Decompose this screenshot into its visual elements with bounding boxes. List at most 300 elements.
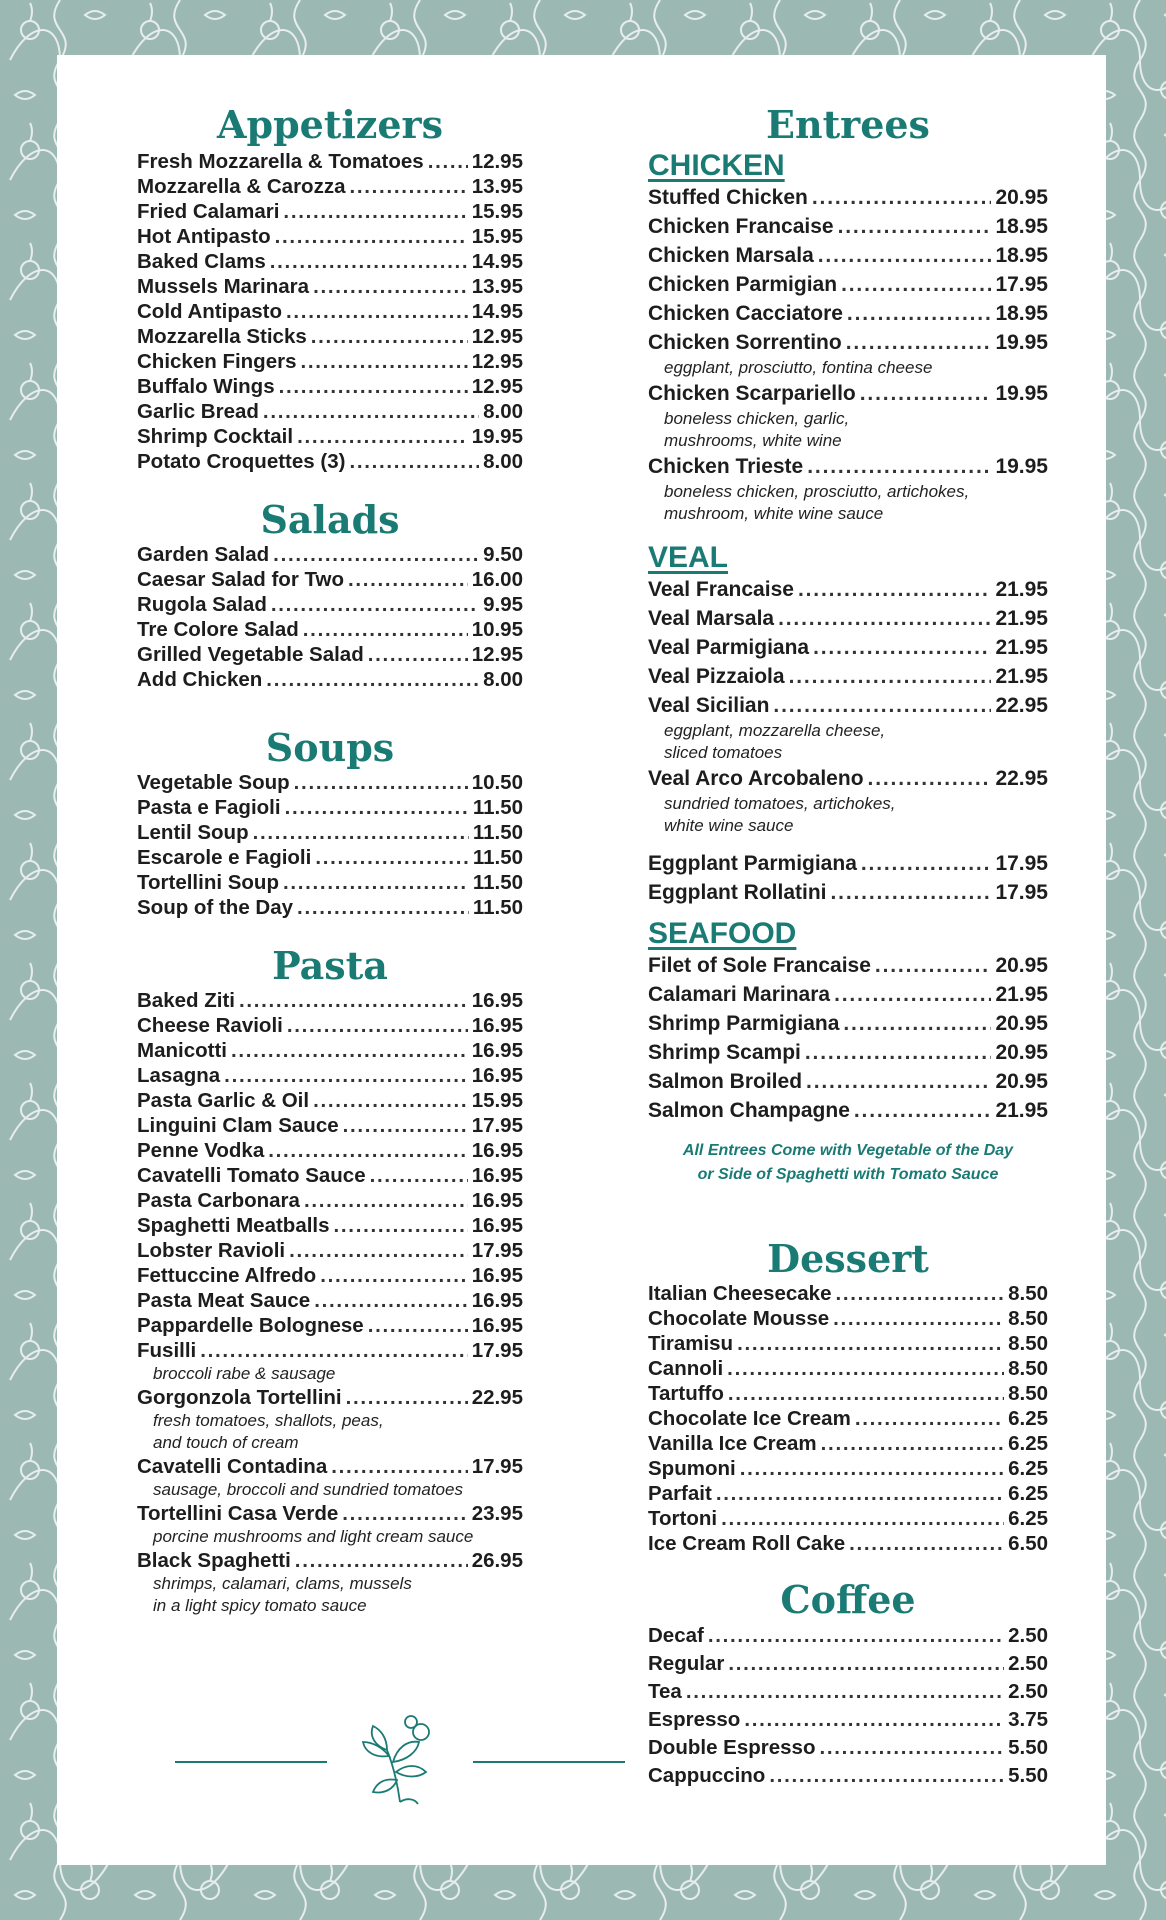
menu-item-price: 9.95: [483, 593, 523, 616]
menu-item-price: 16.95: [471, 1214, 523, 1237]
menu-item-row: [648, 1431, 1048, 1456]
menu-item-price: 20.95: [995, 186, 1048, 209]
menu-item-price: 17.95: [471, 1114, 523, 1137]
dot-leader: [295, 1548, 468, 1573]
dot-leader: [868, 764, 992, 793]
menu-item-name: Chicken Parmigian: [648, 273, 838, 296]
menu-item-price: 11.50: [472, 821, 523, 844]
dot-leader: [806, 1067, 991, 1096]
menu-item-name: Spumoni: [648, 1457, 736, 1480]
menu-item-row: [137, 174, 523, 199]
chicken-title: CHICKEN: [648, 149, 785, 182]
menu-item-name: Lentil Soup: [137, 821, 249, 844]
menu-item-price: 15.95: [471, 225, 523, 248]
menu-item-price: 16.95: [471, 1164, 523, 1187]
dot-leader: [778, 604, 991, 633]
dot-leader: [831, 878, 992, 907]
menu-item-row: [137, 1063, 523, 1088]
menu-item-price: 20.95: [995, 1041, 1048, 1064]
menu-item-row: [648, 1038, 1048, 1067]
menu-item-name: Soup of the Day: [137, 896, 294, 919]
menu-item-name: Baked Clams: [137, 250, 266, 273]
menu-item-name: Espresso: [648, 1708, 741, 1731]
menu-item-name: Cavatelli Tomato Sauce: [137, 1164, 366, 1187]
menu-item-price: 21.95: [995, 665, 1048, 688]
menu-item-name: Chocolate Ice Cream: [648, 1407, 851, 1430]
menu-item-price: 14.95: [471, 250, 523, 273]
menu-item-row: [648, 604, 1048, 633]
dot-leader: [301, 349, 468, 374]
menu-item-row: [137, 1501, 523, 1526]
dot-leader: [737, 1331, 1004, 1356]
menu-item-row: [648, 662, 1048, 691]
dot-leader: [838, 212, 992, 241]
menu-item-name: Baked Ziti: [137, 989, 235, 1012]
menu-item: [137, 1263, 523, 1288]
menu-item-price: 21.95: [995, 578, 1048, 601]
menu-item: [648, 1067, 1048, 1096]
dot-leader: [807, 452, 991, 481]
menu-item-row: [137, 399, 523, 424]
dot-leader: [728, 1381, 1004, 1406]
menu-item: [137, 795, 523, 820]
menu-item-name: Manicotti: [137, 1039, 227, 1062]
menu-item-name: Cheese Ravioli: [137, 1014, 283, 1037]
menu-item-name: Grilled Vegetable Salad: [137, 643, 364, 666]
dot-leader: [266, 667, 479, 692]
menu-item-row: [648, 1331, 1048, 1356]
dot-leader: [721, 1506, 1004, 1531]
menu-item-row: [648, 1734, 1048, 1762]
menu-item: [648, 1381, 1048, 1406]
menu-item-name: Tortoni: [648, 1507, 718, 1530]
dot-leader: [285, 795, 469, 820]
menu-item-price: 15.95: [471, 200, 523, 223]
menu-item-price: 8.00: [483, 400, 523, 423]
menu-item-name: Decaf: [648, 1624, 704, 1647]
menu-item-description: eggplant, mozzarella cheese,: [664, 721, 886, 740]
menu-item: [137, 1338, 523, 1385]
menu-item-description: and touch of cream: [153, 1433, 299, 1452]
menu-item: [648, 1456, 1048, 1481]
menu-item-row: [648, 1067, 1048, 1096]
eggplant-list: [648, 849, 1048, 907]
dot-leader: [835, 1281, 1004, 1306]
menu-item-price: 21.95: [995, 983, 1048, 1006]
dot-leader: [773, 691, 991, 720]
menu-item-name: Pasta Carbonara: [137, 1189, 300, 1212]
menu-item-name: Rugola Salad: [137, 593, 267, 616]
menu-item: [137, 349, 523, 374]
dot-leader: [270, 249, 468, 274]
left-column: [137, 55, 523, 1617]
menu-item-price: 16.00: [471, 568, 523, 591]
menu-card: [57, 55, 1106, 1865]
menu-item: [137, 1088, 523, 1113]
menu-item-row: [137, 1385, 523, 1410]
menu-item-row: [137, 274, 523, 299]
menu-item-name: Stuffed Chicken: [648, 186, 808, 209]
menu-item: [137, 1313, 523, 1338]
menu-item-price: 2.50: [1008, 1652, 1048, 1675]
menu-item-price: 10.95: [471, 618, 523, 641]
dot-leader: [311, 324, 468, 349]
menu-item-price: 17.95: [471, 1455, 523, 1478]
menu-item-row: [137, 349, 523, 374]
dot-leader: [348, 567, 468, 592]
dot-leader: [834, 980, 991, 1009]
menu-item-name: Italian Cheesecake: [648, 1282, 832, 1305]
menu-item-price: 23.95: [471, 1502, 523, 1525]
menu-item-name: Spaghetti Meatballs: [137, 1214, 330, 1237]
menu-item-name: Fusilli: [137, 1339, 197, 1362]
menu-item-description: mushroom, white wine sauce: [664, 504, 884, 523]
menu-item-row: [648, 1650, 1048, 1678]
menu-item: [648, 1650, 1048, 1678]
menu-item-row: [648, 1406, 1048, 1431]
menu-item-price: 16.95: [471, 1014, 523, 1037]
dot-leader: [812, 183, 992, 212]
menu-item: [648, 691, 1048, 764]
menu-item-name: Tortellini Soup: [137, 871, 279, 894]
dessert-list: [648, 1281, 1048, 1556]
menu-item-name: Eggplant Rollatini: [648, 881, 827, 904]
menu-item-price: 16.95: [471, 1039, 523, 1062]
menu-item-name: Tre Colore Salad: [137, 618, 299, 641]
dot-leader: [349, 449, 479, 474]
menu-item-price: 13.95: [471, 175, 523, 198]
dot-leader: [849, 1531, 1004, 1556]
menu-item-row: [648, 1706, 1048, 1734]
menu-item-price: 16.95: [471, 1289, 523, 1312]
menu-item-name: Buffalo Wings: [137, 375, 275, 398]
menu-item-price: 5.50: [1008, 1736, 1048, 1759]
entrees-note-line2: or Side of Spaghetti with Tomato Sauce: [697, 1166, 999, 1183]
menu-item-description: mushrooms, white wine: [664, 431, 842, 450]
dot-leader: [744, 1706, 1004, 1734]
menu-item: [137, 642, 523, 667]
menu-item: [137, 1454, 523, 1501]
menu-item-price: 6.25: [1008, 1432, 1048, 1455]
menu-item-row: [137, 895, 523, 920]
menu-item-row: [648, 1622, 1048, 1650]
menu-item-price: 8.00: [483, 668, 523, 691]
menu-item-row: [137, 324, 523, 349]
menu-item-description: boneless chicken, garlic,: [664, 409, 850, 428]
menu-item-price: 12.95: [471, 150, 523, 173]
menu-item-row: [648, 951, 1048, 980]
menu-item-name: Veal Marsala: [648, 607, 775, 630]
menu-item-row: [137, 1213, 523, 1238]
menu-item: [137, 149, 523, 174]
menu-item-name: Escarole e Fagioli: [137, 846, 312, 869]
menu-item-name: Shrimp Cocktail: [137, 425, 294, 448]
menu-item: [648, 1506, 1048, 1531]
menu-item-description: white wine sauce: [664, 816, 794, 835]
pasta-list: [137, 988, 523, 1617]
menu-item: [648, 212, 1048, 241]
menu-item-row: [137, 224, 523, 249]
dot-leader: [294, 770, 468, 795]
dessert-title: Dessert: [767, 1236, 929, 1281]
dot-leader: [349, 174, 467, 199]
menu-item-name: Mozzarella Sticks: [137, 325, 307, 348]
menu-item-name: Hot Antipasto: [137, 225, 271, 248]
menu-item-row: [137, 1113, 523, 1138]
menu-item-name: Veal Parmigiana: [648, 636, 810, 659]
menu-item-description: shrimps, calamari, clams, mussels: [153, 1574, 412, 1593]
menu-item-name: Mozzarella & Carozza: [137, 175, 346, 198]
menu-item-price: 11.50: [472, 846, 523, 869]
menu-item-price: 22.95: [995, 767, 1048, 790]
dot-leader: [716, 1481, 1004, 1506]
menu-item-name: Chicken Fingers: [137, 350, 297, 373]
menu-item: [648, 980, 1048, 1009]
dot-leader: [200, 1338, 467, 1363]
menu-item-row: [137, 1238, 523, 1263]
menu-item: [137, 449, 523, 474]
menu-item-price: 18.95: [995, 302, 1048, 325]
menu-item-name: Fettuccine Alfredo: [137, 1264, 317, 1287]
menu-item: [137, 1213, 523, 1238]
menu-item-price: 8.50: [1008, 1382, 1048, 1405]
menu-item-price: 15.95: [471, 1089, 523, 1112]
menu-item-name: Caesar Salad for Two: [137, 568, 344, 591]
menu-item: [137, 324, 523, 349]
menu-item-name: Lasagna: [137, 1064, 221, 1087]
salads-title: Salads: [260, 497, 400, 542]
menu-item-name: Veal Arco Arcobaleno: [648, 767, 864, 790]
menu-item-row: [137, 249, 523, 274]
menu-item: [137, 1163, 523, 1188]
dot-leader: [368, 642, 468, 667]
dot-leader: [740, 1456, 1004, 1481]
menu-item-price: 26.95: [471, 1549, 523, 1572]
menu-item: [648, 299, 1048, 328]
menu-item: [648, 764, 1048, 837]
menu-item-name: Pasta Meat Sauce: [137, 1289, 311, 1312]
dot-leader: [343, 1113, 468, 1138]
menu-item: [137, 592, 523, 617]
entrees-note-line1: All Entrees Come with Vegetable of the Day: [682, 1142, 1014, 1159]
menu-item-name: Cappuccino: [648, 1764, 766, 1787]
menu-item-price: 8.50: [1008, 1282, 1048, 1305]
coffee-list: [648, 1622, 1048, 1790]
dot-leader: [263, 399, 479, 424]
menu-item-price: 17.95: [995, 881, 1048, 904]
menu-item-name: Regular: [648, 1652, 725, 1675]
menu-item-description: broccoli rabe & sausage: [153, 1364, 336, 1383]
menu-item-name: Double Espresso: [648, 1736, 816, 1759]
dot-leader: [861, 849, 992, 878]
menu-item: [648, 270, 1048, 299]
menu-item-name: Filet of Sole Francaise: [648, 954, 871, 977]
dot-leader: [833, 1306, 1004, 1331]
menu-item-price: 21.95: [995, 607, 1048, 630]
dot-leader: [231, 1038, 468, 1063]
menu-item-row: [137, 199, 523, 224]
soups-list: [137, 770, 523, 920]
menu-item-row: [137, 149, 523, 174]
dot-leader: [428, 149, 468, 174]
menu-item-row: [137, 1313, 523, 1338]
menu-item-row: [648, 1456, 1048, 1481]
dot-leader: [273, 542, 479, 567]
menu-item-row: [648, 1481, 1048, 1506]
dot-leader: [686, 1678, 1004, 1706]
menu-item: [648, 662, 1048, 691]
dot-leader: [346, 1385, 468, 1410]
menu-item: [137, 770, 523, 795]
menu-item-row: [137, 1088, 523, 1113]
menu-item-row: [137, 870, 523, 895]
menu-item: [648, 1331, 1048, 1356]
menu-item: [648, 1038, 1048, 1067]
menu-item-price: 16.95: [471, 1314, 523, 1337]
menu-item-price: 9.50: [483, 543, 523, 566]
menu-item-price: 10.50: [471, 771, 523, 794]
menu-item-row: [137, 1013, 523, 1038]
menu-item-price: 17.95: [995, 852, 1048, 875]
menu-item-row: [137, 667, 523, 692]
menu-item-name: Chicken Scarpariello: [648, 382, 856, 405]
menu-item-row: [648, 212, 1048, 241]
menu-item: [648, 1356, 1048, 1381]
menu-item-price: 19.95: [995, 455, 1048, 478]
soups-title: Soups: [265, 725, 395, 770]
menu-item-name: Cold Antipasto: [137, 300, 283, 323]
menu-item-name: Chicken Trieste: [648, 455, 804, 478]
menu-item-row: [648, 1678, 1048, 1706]
menu-item-price: 12.95: [471, 643, 523, 666]
menu-item: [137, 1063, 523, 1088]
menu-item-name: Salmon Champagne: [648, 1099, 850, 1122]
menu-item-price: 21.95: [995, 1099, 1048, 1122]
menu-item-row: [137, 299, 523, 324]
menu-item-name: Chocolate Mousse: [648, 1307, 830, 1330]
dot-leader: [860, 379, 992, 408]
menu-item-name: Gorgonzola Tortellini: [137, 1386, 342, 1409]
menu-item-row: [137, 374, 523, 399]
menu-item-row: [137, 1454, 523, 1479]
menu-item-description: sliced tomatoes: [664, 743, 783, 762]
menu-item-description: boneless chicken, prosciutto, artichokes,: [664, 482, 970, 501]
dot-leader: [843, 1009, 991, 1038]
menu-item-name: Cannoli: [648, 1357, 724, 1380]
menu-item-row: [137, 795, 523, 820]
menu-item: [648, 878, 1048, 907]
menu-item-name: Garden Salad: [137, 543, 270, 566]
menu-item: [648, 1622, 1048, 1650]
dot-leader: [821, 1431, 1004, 1456]
menu-item-row: [137, 617, 523, 642]
menu-item-name: Fried Calamari: [137, 200, 280, 223]
menu-item-row: [137, 1038, 523, 1063]
menu-item-price: 22.95: [995, 694, 1048, 717]
menu-item-price: 2.50: [1008, 1624, 1048, 1647]
menu-item-price: 17.95: [471, 1239, 523, 1262]
menu-item-price: 20.95: [995, 954, 1048, 977]
menu-item-price: 21.95: [995, 636, 1048, 659]
menu-item-price: 17.95: [995, 273, 1048, 296]
menu-item: [648, 1762, 1048, 1790]
menu-item-row: [137, 1288, 523, 1313]
menu-item-name: Pasta Garlic & Oil: [137, 1089, 310, 1112]
menu-item-row: [648, 691, 1048, 720]
menu-item-name: Tartuffo: [648, 1382, 724, 1405]
menu-item-price: 3.75: [1008, 1708, 1048, 1731]
menu-item-name: Veal Pizzaiola: [648, 665, 785, 688]
menu-item-name: Veal Sicilian: [648, 694, 770, 717]
menu-item-name: Lobster Ravioli: [137, 1239, 286, 1262]
dot-leader: [846, 328, 992, 357]
menu-item-price: 2.50: [1008, 1680, 1048, 1703]
menu-item-name: Parfait: [648, 1482, 712, 1505]
menu-item-name: Garlic Bread: [137, 400, 259, 423]
menu-item-name: Ice Cream Roll Cake: [648, 1532, 846, 1555]
dot-leader: [315, 845, 469, 870]
menu-item: [137, 1238, 523, 1263]
menu-item: [137, 988, 523, 1013]
menu-item-price: 16.95: [471, 1139, 523, 1162]
dot-leader: [275, 224, 468, 249]
menu-item-row: [648, 1381, 1048, 1406]
menu-item-row: [137, 820, 523, 845]
menu-item-price: 6.25: [1008, 1407, 1048, 1430]
dot-leader: [283, 870, 469, 895]
dot-leader: [283, 199, 467, 224]
menu-item-price: 16.95: [471, 1264, 523, 1287]
menu-item: [137, 1501, 523, 1548]
menu-item-row: [137, 567, 523, 592]
menu-item-name: Pasta e Fagioli: [137, 796, 281, 819]
dot-leader: [331, 1454, 467, 1479]
menu-item-price: 13.95: [471, 275, 523, 298]
dot-leader: [279, 374, 468, 399]
dot-leader: [798, 575, 992, 604]
menu-item-row: [137, 770, 523, 795]
menu-item-name: Vanilla Ice Cream: [648, 1432, 817, 1455]
menu-item-row: [648, 1531, 1048, 1556]
seafood-list: [648, 951, 1048, 1125]
dot-leader: [854, 1096, 992, 1125]
dot-leader: [286, 299, 468, 324]
menu-item-row: [648, 980, 1048, 1009]
menu-item: [648, 379, 1048, 452]
menu-item: [648, 183, 1048, 212]
menu-item-name: Eggplant Parmigiana: [648, 852, 857, 875]
right-column: [648, 55, 1048, 1790]
menu-item: [137, 1385, 523, 1454]
menu-item-name: Vegetable Soup: [137, 771, 290, 794]
dot-leader: [313, 274, 468, 299]
dot-leader: [287, 1013, 468, 1038]
menu-item-row: [137, 1163, 523, 1188]
dot-leader: [819, 1734, 1004, 1762]
dot-leader: [314, 1288, 467, 1313]
dot-leader: [818, 241, 992, 270]
menu-item-row: [137, 424, 523, 449]
menu-item-price: 12.95: [471, 325, 523, 348]
menu-item: [648, 1406, 1048, 1431]
menu-item: [137, 199, 523, 224]
menu-item-name: Shrimp Scampi: [648, 1041, 801, 1064]
menu-item: [137, 249, 523, 274]
menu-item-row: [137, 1338, 523, 1363]
menu-item-row: [648, 1762, 1048, 1790]
menu-item-price: 20.95: [995, 1070, 1048, 1093]
menu-item-row: [137, 1188, 523, 1213]
